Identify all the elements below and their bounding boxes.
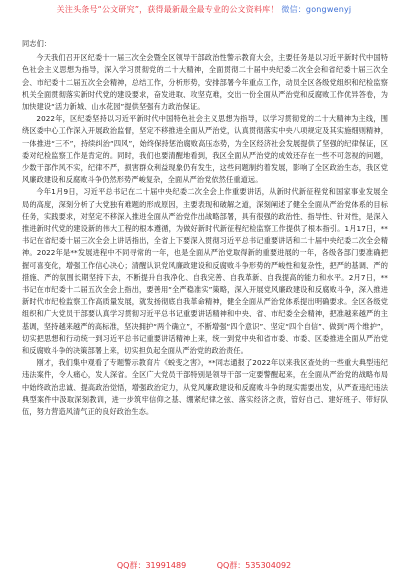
- paragraph: 今年1月9日，习近平总书记在二十届中央纪委二次全会上作重要讲话，从新时代新征程党和国家事业发展全局的高度，深刻分析了大党独有难题的形成原因，主要表现和破解之道，深刻阐述了健全全面从严治党体系的目标任务，实践要求，对坚定不移深入推进全面从严治党作出战略部署，具有很强的政治性、指导性、针对性，是深入推进新时代党的建设新的伟大工程的根本遵循，为做好新时代新征程纪检监察工作提供了根本指引。1月17日，**书记在省纪委十届三次全会上讲话指出，全省上下要深入贯彻习近平总书记重要讲话和二十届中央纪委二次全会精神。2022年是**发展进程中不同寻常的一年，也是全面从严治党取得新的重要进展的一年，各级各部门要准确把握可喜变化，增强工作信心决心；清醒认识党风廉政建设和反腐败斗争形势的严峻性和复杂性，把严的基调、严的措施、严的氛围长期坚持下去，不断提升自我净化、自我完善、自我革新、自我提高的能力和水平。2月7日，**书记在市纪委十二届五次全会上指出，要善用“全严稳准实”策略，深入开展党风廉政建设和反腐败斗争，深入推进新时代市纪检监察工作高质量发展，就发扬彻底自我革命精神，健全全面从严治党体系提出明确要求。全区各级党组织和广大党员干部要认真学习贯彻习近平总书记重要讲话精神和中央、省、市纪委全会精神，把准越来越严的主基调，坚持越来越严的高标准，坚决拥护“两个确立”，不断增强“四个意识”、坚定“四个自信”、做到“两个维护”，切实把思想和行动统一到习近平总书记重要讲话精神上来，统一到党中央和省市委、市委、区委推进全面从严治党和反腐败斗争的决策部署上来，切实担负起全面从严治党的政治责任。: [22, 187, 388, 356]
- paragraph: 今天我们召开区纪委十一届三次全会暨全区领导干部政治性警示教育大会，主要任务是以习近平新时代中国特色社会主义思想为指导，深入学习贯彻党的二十大精神，全面贯彻二十届中央纪委二次全会和省纪委十届三次全会、市纪委十二届五次全会精神，总结工作，分析形势，安排部署今年重点工作，动员全区各级党组织和纪检监察机关全面贯彻落实新时代党的建设要求，奋发进取、攻坚克难，交出一份全面从严治党和反腐败工作优异答卷，为加快建设“活力新城、山水花园”提供坚强有力政治保证。: [22, 53, 388, 112]
- document-body: [22, 38, 388, 542]
- header-banner: [0, 3, 408, 17]
- footer-qq-group-2: QQ群：535304092: [216, 561, 292, 570]
- greeting: 同志们：: [22, 39, 52, 48]
- paragraph: 2022年，区纪委坚持以习近平新时代中国特色社会主义思想为指导，以学习贯彻党的二十大精神为主线，围绕区委中心工作深入开展政治监督，坚定不移推进全面从严治党，认真贯彻落实中央八项规定及其实施细则精神，一体推进“三不”，持续纠治“四风”，始终保持惩治腐败高压态势，为全区经济社会发展提供了坚强的纪律保证，区委对纪检监察工作是肯定的。同时，我们也要清醒地看到，我区全面从严治党的成效还存在一些不可忽视的问题，少数干部作风不实，纪律不严，损害群众利益现象仍有发生，这些问题制约着发展，影响了全区政治生态，我区党风廉政建设和反腐败斗争仍然形势严峻复杂，全面从严治党依然任重道远。: [22, 114, 388, 185]
- paragraph: 刚才，我们集中观看了专题警示教育片《蜕变之害》，**同志通报了2022年以来我区查处的一些重大典型违纪违法案件，令人痛心，发人深省。全区广大党员干部特别是领导干部一定要警醒起来，在全面从严治党的战略布局中始终政治忠诚、提高政治觉悟，增强政治定力，从党风廉政建设和反腐败斗争的现实需要出发，从严查违纪违法典型案件中汲取深刻教训，进一步筑牢信仰之基、绷紧纪律之弦、落实经济之责，管好自己、建好班子、带好队伍，努力营造风清气正的良好政治生态。: [22, 358, 388, 417]
- banner-wechat-text: 微信：gongwenyj: [281, 5, 352, 14]
- footer-qq-group-1: QQ群：31991489: [116, 561, 187, 570]
- banner-promo-text: 关注头条号“公文研究”，获得最新最全最专业的公文资料库！: [56, 5, 279, 14]
- footer-contact: [0, 560, 408, 574]
